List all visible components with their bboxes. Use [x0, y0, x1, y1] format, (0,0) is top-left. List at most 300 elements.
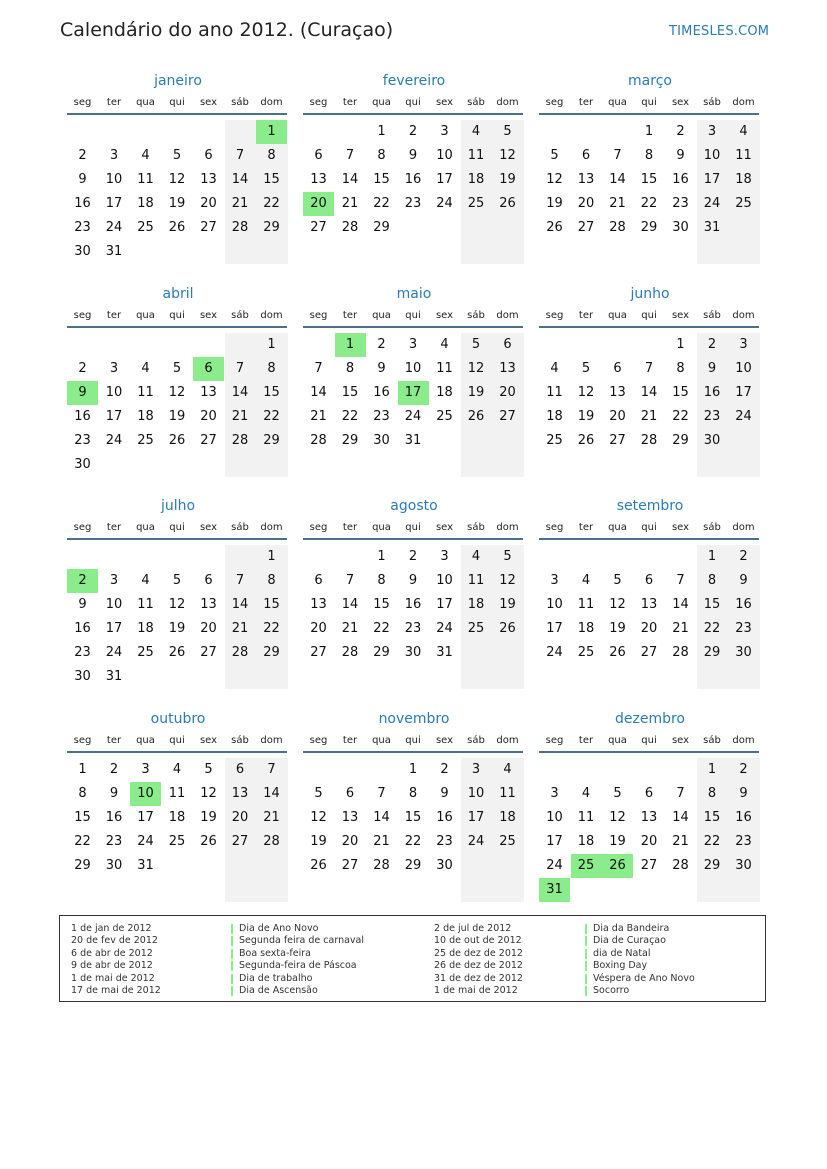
day-cell: 11 [137, 172, 154, 187]
day-cell: 21 [341, 196, 359, 211]
day-cell: 2 [408, 124, 418, 139]
day-cell: 22 [263, 409, 280, 424]
day-cell: 27 [200, 220, 217, 235]
day-cell: 9 [739, 573, 748, 588]
header-divider [303, 751, 523, 753]
month-maio [303, 286, 525, 476]
weekday-header: qua [372, 522, 391, 533]
day-cell: 19 [168, 409, 186, 424]
weekday-header: qua [372, 97, 391, 108]
weekday-header: dom [496, 310, 519, 321]
day-cell: 8 [267, 361, 276, 376]
day-cell: 8 [267, 573, 276, 588]
day-cell: 18 [499, 810, 516, 825]
day-cell: 29 [404, 858, 422, 873]
day-cell: 1 [707, 549, 717, 564]
day-cell: 5 [503, 124, 512, 139]
weekday-header: sex [435, 522, 454, 533]
day-cell: 18 [546, 409, 563, 424]
day-cell: 29 [263, 433, 280, 448]
day-cell: 14 [310, 385, 327, 400]
day-cell: 22 [640, 196, 658, 211]
day-cell: 16 [74, 409, 91, 424]
day-cell: 30 [404, 645, 422, 660]
day-cell: 1 [78, 762, 87, 777]
day-cell: 3 [471, 762, 481, 777]
day-cell: 16 [404, 172, 422, 187]
weekday-header: sáb [231, 310, 249, 321]
day-cell: 26 [499, 196, 516, 211]
day-cell: 21 [373, 834, 390, 849]
weekday-header: ter [578, 310, 594, 321]
day-cell: 18 [467, 597, 485, 612]
month-janeiro [67, 73, 289, 263]
weekday-header: qui [169, 310, 185, 321]
legend-marker [585, 961, 587, 971]
day-cell: 16 [703, 385, 721, 400]
day-cell: 28 [672, 858, 689, 873]
day-cell: 14 [263, 786, 280, 801]
day-cell: 25 [137, 220, 154, 235]
day-cell: 2 [78, 361, 87, 376]
day-cell: 24 [436, 196, 453, 211]
weekday-header: sex [435, 310, 454, 321]
legend-marker [231, 961, 233, 971]
weekday-header: sáb [231, 522, 249, 533]
day-cell: 31 [404, 433, 422, 448]
day-cell: 23 [735, 834, 752, 849]
day-cell: 6 [581, 148, 591, 163]
day-cell: 23 [672, 196, 689, 211]
day-cell: 18 [137, 196, 154, 211]
day-cell: 22 [703, 621, 721, 636]
page-title: Calendário do ano 2012. (Curaçao) [60, 19, 394, 41]
day-cell: 12 [467, 361, 485, 376]
day-cell: 23 [74, 220, 91, 235]
day-cell: 18 [436, 385, 453, 400]
weekday-header: qui [169, 735, 185, 746]
day-cell: 16 [735, 597, 752, 612]
day-cell: 11 [577, 597, 595, 612]
day-cell: 29 [640, 220, 658, 235]
holiday-day-cell: 6 [193, 357, 224, 381]
day-cell: 19 [499, 597, 516, 612]
day-cell: 28 [231, 645, 249, 660]
legend-holiday-name: Boa sexta-feira [239, 947, 311, 959]
day-cell: 25 [168, 834, 186, 849]
weekday-header: qua [608, 97, 627, 108]
legend-marker [585, 986, 587, 996]
day-cell: 16 [735, 810, 752, 825]
day-cell: 15 [703, 810, 721, 825]
day-cell: 14 [672, 810, 689, 825]
weekday-header: dom [496, 735, 519, 746]
header-divider [539, 538, 759, 540]
day-cell: 8 [707, 786, 717, 801]
day-cell: 31 [137, 858, 154, 873]
day-cell: 27 [640, 645, 658, 660]
day-cell: 24 [105, 645, 123, 660]
day-cell: 4 [739, 124, 748, 139]
day-cell: 15 [373, 172, 390, 187]
day-cell: 3 [550, 786, 559, 801]
day-cell: 3 [550, 573, 559, 588]
day-cell: 8 [267, 148, 276, 163]
day-cell: 7 [676, 786, 685, 801]
weekday-header: qui [641, 310, 657, 321]
day-cell: 17 [467, 810, 485, 825]
month-junho [539, 286, 761, 476]
legend-marker [231, 949, 233, 959]
day-cell: 2 [739, 762, 748, 777]
day-cell: 29 [703, 645, 721, 660]
day-cell: 18 [577, 834, 595, 849]
month-title: junho [630, 286, 670, 302]
weekday-header: sáb [703, 522, 721, 533]
day-cell: 10 [105, 597, 123, 612]
day-cell: 30 [373, 433, 390, 448]
weekday-header: seg [73, 310, 92, 321]
day-cell: 6 [314, 573, 323, 588]
day-cell: 15 [404, 810, 422, 825]
day-cell: 29 [341, 433, 359, 448]
day-cell: 16 [105, 810, 123, 825]
legend-date: 6 de abr de 2012 [71, 947, 153, 959]
weekday-header: seg [309, 522, 328, 533]
month-title: agosto [390, 498, 438, 514]
day-cell: 18 [577, 621, 595, 636]
weekday-header: qua [136, 735, 155, 746]
day-cell: 14 [640, 385, 658, 400]
day-cell: 5 [172, 148, 182, 163]
day-cell: 2 [109, 762, 119, 777]
day-cell: 24 [105, 433, 123, 448]
weekday-header: sáb [703, 97, 721, 108]
day-cell: 24 [703, 196, 721, 211]
legend-marker [585, 949, 587, 959]
month-agosto [303, 498, 525, 688]
day-cell: 3 [440, 549, 449, 564]
day-cell: 17 [436, 597, 453, 612]
legend-date: 26 de dez de 2012 [434, 960, 523, 972]
day-cell: 13 [200, 597, 217, 612]
day-cell: 25 [577, 645, 595, 660]
day-cell: 3 [109, 148, 119, 163]
weekday-header: qui [641, 735, 657, 746]
brand-link[interactable]: TIMESLES.COM [669, 24, 770, 39]
weekday-header: seg [309, 735, 328, 746]
day-cell: 29 [263, 645, 280, 660]
day-cell: 14 [341, 597, 359, 612]
day-cell: 1 [377, 124, 386, 139]
day-cell: 17 [137, 810, 154, 825]
day-cell: 7 [235, 573, 245, 588]
day-cell: 28 [263, 834, 280, 849]
day-cell: 31 [436, 645, 453, 660]
day-cell: 12 [168, 172, 186, 187]
day-cell: 27 [499, 409, 516, 424]
day-cell: 26 [546, 220, 563, 235]
weekday-header: sáb [467, 97, 485, 108]
day-cell: 28 [341, 220, 359, 235]
legend-holiday-name: Véspera de Ano Novo [593, 972, 695, 984]
day-cell: 30 [436, 858, 453, 873]
day-cell: 17 [105, 409, 123, 424]
legend-holiday-name: dia de Natal [593, 947, 651, 959]
weekday-header: sex [671, 310, 690, 321]
day-cell: 10 [436, 573, 453, 588]
day-cell: 28 [609, 220, 626, 235]
legend-marker [231, 974, 233, 984]
day-cell: 14 [672, 597, 689, 612]
weekday-header: dom [732, 97, 755, 108]
day-cell: 19 [577, 409, 595, 424]
day-cell: 3 [739, 337, 748, 352]
day-cell: 2 [707, 337, 717, 352]
month-title: novembro [378, 711, 450, 727]
day-cell: 19 [609, 621, 626, 636]
day-cell: 2 [408, 549, 418, 564]
weekday-header: dom [732, 310, 755, 321]
day-cell: 30 [735, 645, 752, 660]
weekday-header: sex [199, 310, 218, 321]
day-cell: 18 [137, 409, 154, 424]
day-cell: 15 [263, 172, 280, 187]
day-cell: 24 [436, 621, 453, 636]
day-cell: 21 [231, 621, 249, 636]
day-cell: 4 [471, 549, 481, 564]
day-cell: 13 [200, 172, 217, 187]
header-divider [67, 113, 287, 115]
weekday-header: qui [641, 97, 657, 108]
day-cell: 12 [609, 597, 626, 612]
day-cell: 19 [467, 385, 485, 400]
day-cell: 8 [644, 148, 654, 163]
day-cell: 27 [310, 220, 327, 235]
day-cell: 11 [137, 385, 154, 400]
day-cell: 3 [141, 762, 150, 777]
day-cell: 21 [231, 409, 249, 424]
day-cell: 16 [74, 196, 91, 211]
weekday-header: sex [435, 735, 454, 746]
legend-date: 2 de jul de 2012 [434, 923, 512, 934]
day-cell: 8 [408, 786, 418, 801]
holiday-day-cell: 17 [398, 381, 429, 405]
holiday-day-cell: 2 [67, 569, 98, 593]
day-cell: 7 [235, 148, 245, 163]
weekday-header: qui [405, 522, 421, 533]
day-cell: 4 [503, 762, 512, 777]
day-cell: 10 [546, 810, 563, 825]
day-cell: 30 [703, 433, 721, 448]
day-cell: 21 [231, 196, 249, 211]
weekday-header: dom [260, 522, 283, 533]
day-cell: 11 [467, 573, 485, 588]
day-cell: 28 [373, 858, 390, 873]
day-cell: 25 [546, 433, 563, 448]
day-cell: 25 [735, 196, 752, 211]
day-cell: 27 [200, 645, 217, 660]
weekday-header: sáb [703, 735, 721, 746]
day-cell: 15 [703, 597, 721, 612]
weekday-header: qui [405, 735, 421, 746]
day-cell: 4 [581, 573, 591, 588]
day-cell: 20 [200, 196, 217, 211]
day-cell: 9 [707, 361, 717, 376]
day-cell: 21 [341, 621, 359, 636]
day-cell: 21 [672, 621, 689, 636]
day-cell: 10 [105, 385, 123, 400]
day-cell: 4 [581, 786, 591, 801]
day-cell: 23 [735, 621, 752, 636]
weekday-header: qua [372, 735, 391, 746]
day-cell: 28 [672, 645, 689, 660]
legend-marker [231, 936, 233, 946]
weekday-header: sáb [467, 522, 485, 533]
day-cell: 12 [609, 810, 626, 825]
day-cell: 24 [735, 409, 752, 424]
legend-holiday-name: Dia de Ascensão [239, 985, 318, 996]
day-cell: 1 [377, 549, 386, 564]
legend-date: 20 de fev de 2012 [71, 935, 158, 947]
day-cell: 20 [231, 810, 249, 825]
holiday-day-cell: 25 [571, 854, 602, 878]
legend-date: 31 de dez de 2012 [434, 972, 523, 984]
holiday-day-cell: 26 [602, 854, 633, 878]
day-cell: 4 [172, 762, 182, 777]
day-cell: 18 [168, 810, 186, 825]
weekday-header: seg [73, 97, 92, 108]
day-cell: 29 [373, 220, 390, 235]
weekday-header: sex [199, 735, 218, 746]
day-cell: 7 [345, 148, 355, 163]
legend-marker [231, 924, 233, 934]
day-cell: 9 [78, 597, 87, 612]
day-cell: 7 [235, 361, 245, 376]
holiday-day-cell: 31 [539, 878, 570, 902]
holiday-day-cell: 9 [67, 381, 98, 405]
day-cell: 11 [168, 786, 186, 801]
weekday-header: sex [435, 97, 454, 108]
weekday-header: qua [136, 97, 155, 108]
month-abril [67, 286, 289, 476]
day-cell: 5 [314, 786, 323, 801]
weekday-header: sex [671, 735, 690, 746]
header-divider [67, 326, 287, 328]
day-cell: 2 [739, 549, 748, 564]
day-cell: 22 [263, 196, 280, 211]
weekday-header: sex [199, 97, 218, 108]
day-cell: 31 [105, 669, 123, 684]
weekday-header: seg [73, 735, 92, 746]
day-cell: 16 [74, 621, 91, 636]
day-cell: 6 [644, 573, 654, 588]
day-cell: 27 [341, 858, 359, 873]
header-divider [539, 751, 759, 753]
day-cell: 7 [314, 361, 323, 376]
day-cell: 26 [467, 409, 485, 424]
legend-date: 10 de out de 2012 [434, 935, 522, 947]
weekday-header: qua [608, 522, 627, 533]
weekday-header: seg [73, 522, 92, 533]
day-cell: 13 [609, 385, 626, 400]
day-cell: 17 [546, 621, 563, 636]
day-cell: 26 [609, 645, 626, 660]
day-cell: 28 [640, 433, 658, 448]
weekday-header: dom [732, 522, 755, 533]
day-cell: 10 [735, 361, 752, 376]
day-cell: 7 [644, 361, 654, 376]
weekday-header: seg [545, 735, 564, 746]
day-cell: 1 [267, 337, 276, 352]
day-cell: 3 [707, 124, 717, 139]
day-cell: 10 [703, 148, 721, 163]
month-title: setembro [616, 498, 684, 514]
day-cell: 1 [408, 762, 418, 777]
day-cell: 5 [613, 573, 622, 588]
month-title: julho [160, 498, 196, 514]
day-cell: 6 [644, 786, 654, 801]
day-cell: 5 [204, 762, 213, 777]
day-cell: 26 [499, 621, 516, 636]
day-cell: 6 [613, 361, 622, 376]
day-cell: 8 [345, 361, 355, 376]
day-cell: 12 [168, 597, 186, 612]
day-cell: 21 [263, 810, 280, 825]
day-cell: 20 [200, 409, 217, 424]
day-cell: 11 [499, 786, 516, 801]
day-cell: 21 [609, 196, 626, 211]
day-cell: 9 [739, 786, 748, 801]
weekday-header: seg [545, 97, 564, 108]
day-cell: 11 [546, 385, 563, 400]
day-cell: 1 [267, 549, 276, 564]
day-cell: 22 [74, 834, 91, 849]
day-cell: 20 [640, 621, 658, 636]
day-cell: 2 [377, 337, 386, 352]
day-cell: 26 [168, 433, 186, 448]
weekday-header: qui [405, 310, 421, 321]
day-cell: 13 [310, 172, 327, 187]
day-cell: 30 [74, 244, 91, 259]
day-cell: 18 [137, 621, 154, 636]
day-cell: 21 [672, 834, 689, 849]
day-cell: 19 [310, 834, 327, 849]
day-cell: 4 [471, 124, 481, 139]
header-divider [303, 113, 523, 115]
day-cell: 6 [204, 148, 213, 163]
weekday-header: ter [106, 97, 122, 108]
day-cell: 15 [341, 385, 359, 400]
day-cell: 7 [345, 573, 355, 588]
day-cell: 6 [314, 148, 323, 163]
day-cell: 25 [137, 433, 154, 448]
weekday-header: sáb [703, 310, 721, 321]
day-cell: 26 [577, 433, 595, 448]
holiday-day-cell: 1 [335, 333, 366, 357]
day-cell: 29 [703, 858, 721, 873]
weekday-header: ter [578, 522, 594, 533]
weekday-header: ter [342, 97, 358, 108]
day-cell: 25 [467, 621, 485, 636]
weekday-header: sex [671, 97, 690, 108]
day-cell: 6 [503, 337, 512, 352]
holiday-legend [59, 915, 766, 1002]
weekday-header: sáb [231, 735, 249, 746]
day-cell: 15 [263, 385, 280, 400]
header-divider [67, 538, 287, 540]
day-cell: 23 [436, 834, 453, 849]
